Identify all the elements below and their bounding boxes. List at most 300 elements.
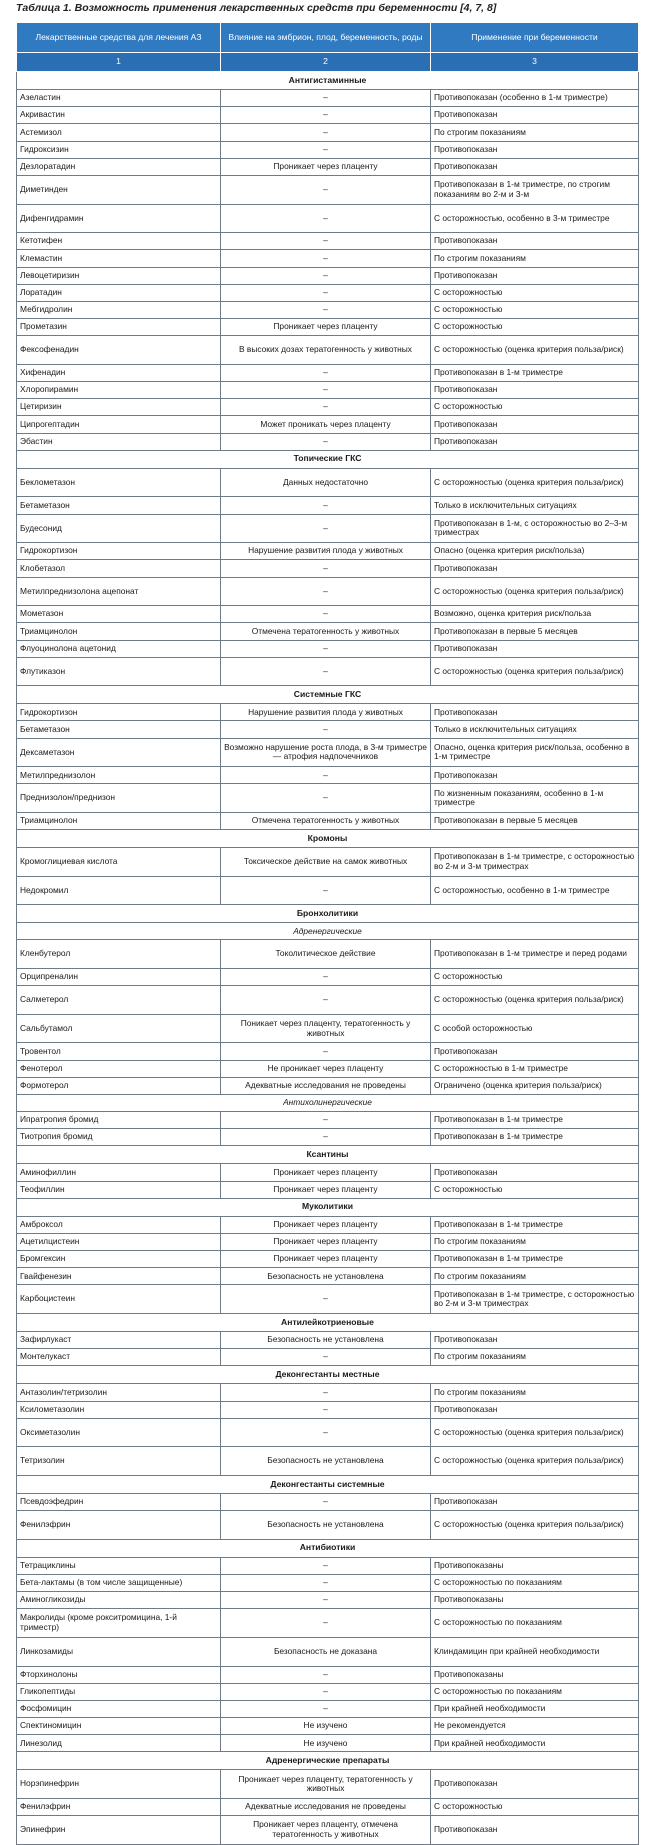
table-row xyxy=(17,1181,639,1198)
effect-cell: – xyxy=(221,1043,431,1060)
effect-cell: – xyxy=(221,1683,431,1700)
use-cell: С осторожностью xyxy=(431,399,639,416)
table-row xyxy=(17,175,639,204)
table-row xyxy=(17,399,639,416)
section-header-row xyxy=(17,1475,639,1493)
table-row xyxy=(17,1666,639,1683)
effect-cell: Проникает через плаценту xyxy=(221,1233,431,1250)
table-row xyxy=(17,767,639,784)
drug-cell: Кленбутерол xyxy=(17,940,221,969)
effect-cell: – xyxy=(221,560,431,577)
table-row xyxy=(17,560,639,577)
drug-cell: Дексаметазон xyxy=(17,738,221,767)
drug-cell: Орципреналин xyxy=(17,969,221,986)
table-row xyxy=(17,1447,639,1476)
section-label: Ксантины xyxy=(17,1146,639,1164)
effect-cell: Проникает через плаценту xyxy=(221,1181,431,1198)
effect-cell: – xyxy=(221,1285,431,1314)
drug-cell: Оксиметазолин xyxy=(17,1418,221,1447)
use-cell: Противопоказан в 1-м триместре xyxy=(431,1251,639,1268)
drug-cell: Азеластин xyxy=(17,90,221,107)
drug-cell: Метилпреднизолон xyxy=(17,767,221,784)
table-row xyxy=(17,969,639,986)
drug-cell: Тровентол xyxy=(17,1043,221,1060)
effect-cell: Проникает через плаценту xyxy=(221,1251,431,1268)
column-number-3: 3 xyxy=(431,53,639,72)
effect-cell: – xyxy=(221,1418,431,1447)
use-cell: Противопоказан xyxy=(431,233,639,250)
drug-cell: Беклометазон xyxy=(17,468,221,497)
effect-cell: Безопасность не доказана xyxy=(221,1637,431,1666)
effect-cell: Проникает через плаценту xyxy=(221,1164,431,1181)
drug-cell: Клобетазол xyxy=(17,560,221,577)
use-cell: При крайней необходимости xyxy=(431,1700,639,1717)
section-label: Деконгестанты местные xyxy=(17,1366,639,1384)
drug-cell: Преднизолон/преднизон xyxy=(17,784,221,813)
use-cell: С осторожностью (оценка критерия польза/риск) xyxy=(431,986,639,1015)
effect-cell: – xyxy=(221,1493,431,1510)
use-cell: Противопоказан xyxy=(431,1043,639,1060)
table-row xyxy=(17,204,639,233)
column-number-2: 2 xyxy=(221,53,431,72)
table-row xyxy=(17,1332,639,1349)
drug-cell: Амброксол xyxy=(17,1216,221,1233)
table-row xyxy=(17,107,639,124)
section-label: Системные ГКС xyxy=(17,686,639,704)
effect-cell: – xyxy=(221,233,431,250)
table-row xyxy=(17,1129,639,1146)
table-row xyxy=(17,940,639,969)
table-row xyxy=(17,813,639,830)
header-use: Применение при беременности xyxy=(431,23,639,53)
use-cell: Противопоказан xyxy=(431,1770,639,1799)
drug-cell: Флуоцинолона ацетонид xyxy=(17,640,221,657)
drug-cell: Норэпинефрин xyxy=(17,1770,221,1799)
table-row xyxy=(17,1718,639,1735)
table-row xyxy=(17,1384,639,1401)
drug-cell: Тетрациклины xyxy=(17,1557,221,1574)
table-row xyxy=(17,433,639,450)
table-row xyxy=(17,1077,639,1094)
drug-cell: Бетаметазон xyxy=(17,497,221,514)
use-cell: Противопоказан в 1-м триместре, с осторожностью во 2-м и 3-м триместрах xyxy=(431,1285,639,1314)
drug-cell: Карбоцистеин xyxy=(17,1285,221,1314)
use-cell: Противопоказан в 1-м триместре и перед родами xyxy=(431,940,639,969)
section-header-row xyxy=(17,1752,639,1770)
effect-cell: – xyxy=(221,497,431,514)
section-label: Адренергические препараты xyxy=(17,1752,639,1770)
table-row xyxy=(17,1574,639,1591)
table-row xyxy=(17,1111,639,1128)
effect-cell: – xyxy=(221,1129,431,1146)
drug-cell: Псевдоэфедрин xyxy=(17,1493,221,1510)
drug-table xyxy=(16,22,639,1845)
section-header-row xyxy=(17,686,639,704)
effect-cell: – xyxy=(221,141,431,158)
drug-cell: Хифенадин xyxy=(17,364,221,381)
drug-cell: Лоратадин xyxy=(17,284,221,301)
table-row xyxy=(17,640,639,657)
use-cell: Только в исключительных ситуациях xyxy=(431,721,639,738)
use-cell: С осторожностью (оценка критерия польза/риск) xyxy=(431,1418,639,1447)
use-cell: Противопоказан xyxy=(431,382,639,399)
use-cell: По строгим показаниям xyxy=(431,124,639,141)
drug-cell: Ипратропия бромид xyxy=(17,1111,221,1128)
use-cell: С осторожностью (оценка критерия польза/риск) xyxy=(431,577,639,606)
use-cell: Противопоказан xyxy=(431,1401,639,1418)
table-row xyxy=(17,876,639,905)
use-cell: Противопоказан в 1-м триместре xyxy=(431,1129,639,1146)
effect-cell: Не проникает через плаценту xyxy=(221,1060,431,1077)
subsection-label: Адренергические xyxy=(17,923,639,940)
table-row xyxy=(17,1418,639,1447)
use-cell: По жизненным показаниям, особенно в 1-м триместре xyxy=(431,784,639,813)
table-row xyxy=(17,606,639,623)
table-row xyxy=(17,141,639,158)
table-row xyxy=(17,1683,639,1700)
table-row xyxy=(17,1735,639,1752)
effect-cell: – xyxy=(221,364,431,381)
table-row xyxy=(17,543,639,560)
effect-cell: Не изучено xyxy=(221,1735,431,1752)
use-cell: С осторожностью (оценка критерия польза/риск) xyxy=(431,1447,639,1476)
use-cell: Ограничено (оценка критерия польза/риск) xyxy=(431,1077,639,1094)
section-header-row xyxy=(17,1539,639,1557)
use-cell: Противопоказаны xyxy=(431,1557,639,1574)
effect-cell: Проникает через плаценту xyxy=(221,1216,431,1233)
effect-cell: Безопасность не установлена xyxy=(221,1447,431,1476)
drug-cell: Мебгидролин xyxy=(17,301,221,318)
drug-cell: Гликопептиды xyxy=(17,1683,221,1700)
drug-cell: Кетотифен xyxy=(17,233,221,250)
table-row xyxy=(17,1637,639,1666)
table-row xyxy=(17,986,639,1015)
effect-cell: Проникает через плаценту xyxy=(221,319,431,336)
table-row xyxy=(17,416,639,433)
table-row xyxy=(17,382,639,399)
table-row xyxy=(17,1164,639,1181)
table-row xyxy=(17,301,639,318)
effect-cell: – xyxy=(221,657,431,686)
drug-cell: Фторхинолоны xyxy=(17,1666,221,1683)
drug-cell: Аминогликозиды xyxy=(17,1592,221,1609)
effect-cell: – xyxy=(221,1574,431,1591)
drug-cell: Линкозамиды xyxy=(17,1637,221,1666)
drug-cell: Флутиказон xyxy=(17,657,221,686)
effect-cell: – xyxy=(221,267,431,284)
column-number-1: 1 xyxy=(17,53,221,72)
effect-cell: – xyxy=(221,767,431,784)
drug-cell: Бромгексин xyxy=(17,1251,221,1268)
effect-cell: Безопасность не установлена xyxy=(221,1332,431,1349)
use-cell: С осторожностью, особенно в 1-м триместре xyxy=(431,876,639,905)
use-cell: Противопоказан xyxy=(431,107,639,124)
drug-cell: Тиотропия бромид xyxy=(17,1129,221,1146)
effect-cell: – xyxy=(221,1592,431,1609)
effect-cell: – xyxy=(221,301,431,318)
section-header-row xyxy=(17,450,639,468)
drug-cell: Фексофенадин xyxy=(17,336,221,365)
effect-cell: Поникает через плаценту, тератогенность у животных xyxy=(221,1014,431,1043)
drug-cell: Триамцинолон xyxy=(17,813,221,830)
effect-cell: – xyxy=(221,1401,431,1418)
subsection-header-row xyxy=(17,923,639,940)
drug-cell: Формотерол xyxy=(17,1077,221,1094)
effect-cell: Отмечена тератогенность у животных xyxy=(221,813,431,830)
use-cell: Противопоказан xyxy=(431,158,639,175)
section-header-row xyxy=(17,1146,639,1164)
use-cell: Противопоказан xyxy=(431,141,639,158)
drug-cell: Эбастин xyxy=(17,433,221,450)
effect-cell: Может проникать через плаценту xyxy=(221,416,431,433)
effect-cell: – xyxy=(221,204,431,233)
drug-cell: Гидрокортизон xyxy=(17,704,221,721)
table-body xyxy=(17,72,639,1845)
drug-cell: Триамцинолон xyxy=(17,623,221,640)
table-row xyxy=(17,1251,639,1268)
use-cell: По строгим показаниям xyxy=(431,1233,639,1250)
drug-cell: Левоцетиризин xyxy=(17,267,221,284)
effect-cell: Адекватные исследования не проведены xyxy=(221,1799,431,1816)
drug-cell: Мометазон xyxy=(17,606,221,623)
table-row xyxy=(17,284,639,301)
effect-cell: Не изучено xyxy=(221,1718,431,1735)
effect-cell: – xyxy=(221,606,431,623)
table-row xyxy=(17,1268,639,1285)
effect-cell: – xyxy=(221,90,431,107)
use-cell: Противопоказан xyxy=(431,767,639,784)
table-row xyxy=(17,1349,639,1366)
effect-cell: Нарушение развития плода у животных xyxy=(221,704,431,721)
use-cell: С осторожностью xyxy=(431,319,639,336)
use-cell: С осторожностью (оценка критерия польза/риск) xyxy=(431,1511,639,1540)
use-cell: Противопоказан xyxy=(431,1816,639,1845)
use-cell: По строгим показаниям xyxy=(431,250,639,267)
table-row xyxy=(17,497,639,514)
table-caption: Таблица 1. Возможность применения лекарственных средств при беременности [4, 7, 8] xyxy=(16,2,497,14)
table-row xyxy=(17,704,639,721)
subsection-label: Антихолинергические xyxy=(17,1094,639,1111)
effect-cell: – xyxy=(221,986,431,1015)
use-cell: С осторожностью xyxy=(431,969,639,986)
effect-cell: – xyxy=(221,784,431,813)
effect-cell: – xyxy=(221,514,431,543)
table-row xyxy=(17,364,639,381)
drug-cell: Ацетилцистеин xyxy=(17,1233,221,1250)
drug-cell: Макролиды (кроме рокситромицина, 1-й триместр) xyxy=(17,1609,221,1638)
drug-cell: Метилпреднизолона ацепонат xyxy=(17,577,221,606)
effect-cell: – xyxy=(221,1384,431,1401)
section-label: Кромоны xyxy=(17,830,639,848)
use-cell: Противопоказан в 1-м триместре, по строгим показаниям во 2-м и 3-м xyxy=(431,175,639,204)
drug-cell: Дифенгидрамин xyxy=(17,204,221,233)
drug-cell: Клемастин xyxy=(17,250,221,267)
effect-cell: Проникает через плаценту, отмечена тератогенность у животных xyxy=(221,1816,431,1845)
drug-cell: Спектиномицин xyxy=(17,1718,221,1735)
effect-cell: – xyxy=(221,433,431,450)
drug-cell: Фенилэфрин xyxy=(17,1799,221,1816)
use-cell: С осторожностью в 1-м триместре xyxy=(431,1060,639,1077)
drug-cell: Аминофиллин xyxy=(17,1164,221,1181)
table-row xyxy=(17,623,639,640)
effect-cell: Проникает через плаценту, тератогенность у животных xyxy=(221,1770,431,1799)
effect-cell: Адекватные исследования не проведены xyxy=(221,1077,431,1094)
effect-cell: – xyxy=(221,124,431,141)
table-row xyxy=(17,577,639,606)
effect-cell: Возможно нарушение роста плода, в 3-м триместре — атрофия надпочечников xyxy=(221,738,431,767)
table-row xyxy=(17,1592,639,1609)
use-cell: Противопоказан xyxy=(431,560,639,577)
use-cell: С осторожностью по показаниям xyxy=(431,1574,639,1591)
table-row xyxy=(17,1060,639,1077)
section-label: Деконгестанты системные xyxy=(17,1475,639,1493)
use-cell: Клиндамицин при крайней необходимости xyxy=(431,1637,639,1666)
effect-cell: – xyxy=(221,1700,431,1717)
section-label: Бронхолитики xyxy=(17,905,639,923)
use-cell: С осторожностью по показаниям xyxy=(431,1609,639,1638)
use-cell: Противопоказан в 1-м триместре xyxy=(431,1216,639,1233)
table-row xyxy=(17,1233,639,1250)
table-row xyxy=(17,1511,639,1540)
use-cell: Противопоказан xyxy=(431,1164,639,1181)
table-row xyxy=(17,267,639,284)
table-row xyxy=(17,319,639,336)
table-row xyxy=(17,336,639,365)
section-header-row xyxy=(17,830,639,848)
effect-cell: – xyxy=(221,107,431,124)
use-cell: При крайней необходимости xyxy=(431,1735,639,1752)
section-header-row xyxy=(17,1198,639,1216)
table-row xyxy=(17,1799,639,1816)
use-cell: По строгим показаниям xyxy=(431,1349,639,1366)
section-label: Антибиотики xyxy=(17,1539,639,1557)
use-cell: С осторожностью xyxy=(431,301,639,318)
drug-cell: Акривастин xyxy=(17,107,221,124)
effect-cell: В высоких дозах тератогенность у животных xyxy=(221,336,431,365)
effect-cell: – xyxy=(221,721,431,738)
section-header-row xyxy=(17,1314,639,1332)
use-cell: Противопоказан в 1-м триместре xyxy=(431,1111,639,1128)
use-cell: С особой осторожностью xyxy=(431,1014,639,1043)
effect-cell: Проникает через плаценту xyxy=(221,158,431,175)
drug-cell: Астемизол xyxy=(17,124,221,141)
use-cell: С осторожностью xyxy=(431,1799,639,1816)
table-row xyxy=(17,158,639,175)
use-cell: С осторожностью (оценка критерия польза/риск) xyxy=(431,657,639,686)
effect-cell: – xyxy=(221,1349,431,1366)
drug-cell: Сальбутамол xyxy=(17,1014,221,1043)
use-cell: Противопоказан xyxy=(431,1332,639,1349)
drug-cell: Диметинден xyxy=(17,175,221,204)
table-row xyxy=(17,738,639,767)
table-row xyxy=(17,1014,639,1043)
table-row xyxy=(17,233,639,250)
use-cell: По строгим показаниям xyxy=(431,1268,639,1285)
table-row xyxy=(17,90,639,107)
drug-cell: Фенилэфрин xyxy=(17,1511,221,1540)
drug-cell: Цетиризин xyxy=(17,399,221,416)
effect-cell: – xyxy=(221,577,431,606)
table-row xyxy=(17,1700,639,1717)
use-cell: По строгим показаниям xyxy=(431,1384,639,1401)
effect-cell: Безопасность не установлена xyxy=(221,1511,431,1540)
use-cell: Противопоказан xyxy=(431,704,639,721)
drug-cell: Ксилометазолин xyxy=(17,1401,221,1418)
use-cell: Противопоказан xyxy=(431,640,639,657)
section-label: Антигистаминные xyxy=(17,72,639,90)
drug-cell: Монтелукаст xyxy=(17,1349,221,1366)
effect-cell: – xyxy=(221,175,431,204)
drug-cell: Хлоропирамин xyxy=(17,382,221,399)
effect-cell: – xyxy=(221,250,431,267)
effect-cell: Токсическое действие на самок животных xyxy=(221,848,431,877)
use-cell: Возможно, оценка критерия риск/польза xyxy=(431,606,639,623)
drug-cell: Антазолин/тетризолин xyxy=(17,1384,221,1401)
table-row xyxy=(17,1043,639,1060)
use-cell: Противопоказан xyxy=(431,1493,639,1510)
table-row xyxy=(17,124,639,141)
table-row xyxy=(17,657,639,686)
effect-cell: Безопасность не установлена xyxy=(221,1268,431,1285)
section-label: Топические ГКС xyxy=(17,450,639,468)
table-row xyxy=(17,468,639,497)
effect-cell: – xyxy=(221,382,431,399)
use-cell: С осторожностью xyxy=(431,284,639,301)
drug-cell: Фенотерол xyxy=(17,1060,221,1077)
use-cell: С осторожностью (оценка критерия польза/риск) xyxy=(431,468,639,497)
effect-cell: – xyxy=(221,1609,431,1638)
table-row xyxy=(17,1557,639,1574)
drug-cell: Гидроксизин xyxy=(17,141,221,158)
section-header-row xyxy=(17,1366,639,1384)
use-cell: Противопоказан в первые 5 месяцев xyxy=(431,813,639,830)
use-cell: Опасно (оценка критерия риск/польза) xyxy=(431,543,639,560)
drug-cell: Гвайфенезин xyxy=(17,1268,221,1285)
table-row xyxy=(17,784,639,813)
effect-cell: – xyxy=(221,1666,431,1683)
drug-cell: Прометазин xyxy=(17,319,221,336)
use-cell: Противопоказан xyxy=(431,267,639,284)
table-row xyxy=(17,1816,639,1845)
effect-cell: – xyxy=(221,1557,431,1574)
use-cell: Противопоказан (особенно в 1-м триместре) xyxy=(431,90,639,107)
use-cell: Опасно, оценка критерия риск/польза, особенно в 1-м триместре xyxy=(431,738,639,767)
table-row xyxy=(17,250,639,267)
effect-cell: – xyxy=(221,640,431,657)
drug-cell: Ципрогептадин xyxy=(17,416,221,433)
use-cell: Противопоказан xyxy=(431,416,639,433)
drug-cell: Кромоглициевая кислота xyxy=(17,848,221,877)
drug-cell: Фосфомицин xyxy=(17,1700,221,1717)
effect-cell: – xyxy=(221,969,431,986)
use-cell: Противопоказаны xyxy=(431,1666,639,1683)
effect-cell: Токолитическое действие xyxy=(221,940,431,969)
use-cell: С осторожностью по показаниям xyxy=(431,1683,639,1700)
use-cell: Противопоказан в 1-м триместре, с осторожностью во 2-м и 3-м триместрах xyxy=(431,848,639,877)
drug-cell: Зафирлукаст xyxy=(17,1332,221,1349)
drug-cell: Тетризолин xyxy=(17,1447,221,1476)
use-cell: С осторожностью (оценка критерия польза/риск) xyxy=(431,336,639,365)
effect-cell: Нарушение развития плода у животных xyxy=(221,543,431,560)
table-row xyxy=(17,1609,639,1638)
use-cell: С осторожностью xyxy=(431,1181,639,1198)
drug-cell: Эпинефрин xyxy=(17,1816,221,1845)
table-row xyxy=(17,1770,639,1799)
section-header-row xyxy=(17,72,639,90)
drug-cell: Бетаметазон xyxy=(17,721,221,738)
use-cell: Только в исключительных ситуациях xyxy=(431,497,639,514)
table-row xyxy=(17,1285,639,1314)
